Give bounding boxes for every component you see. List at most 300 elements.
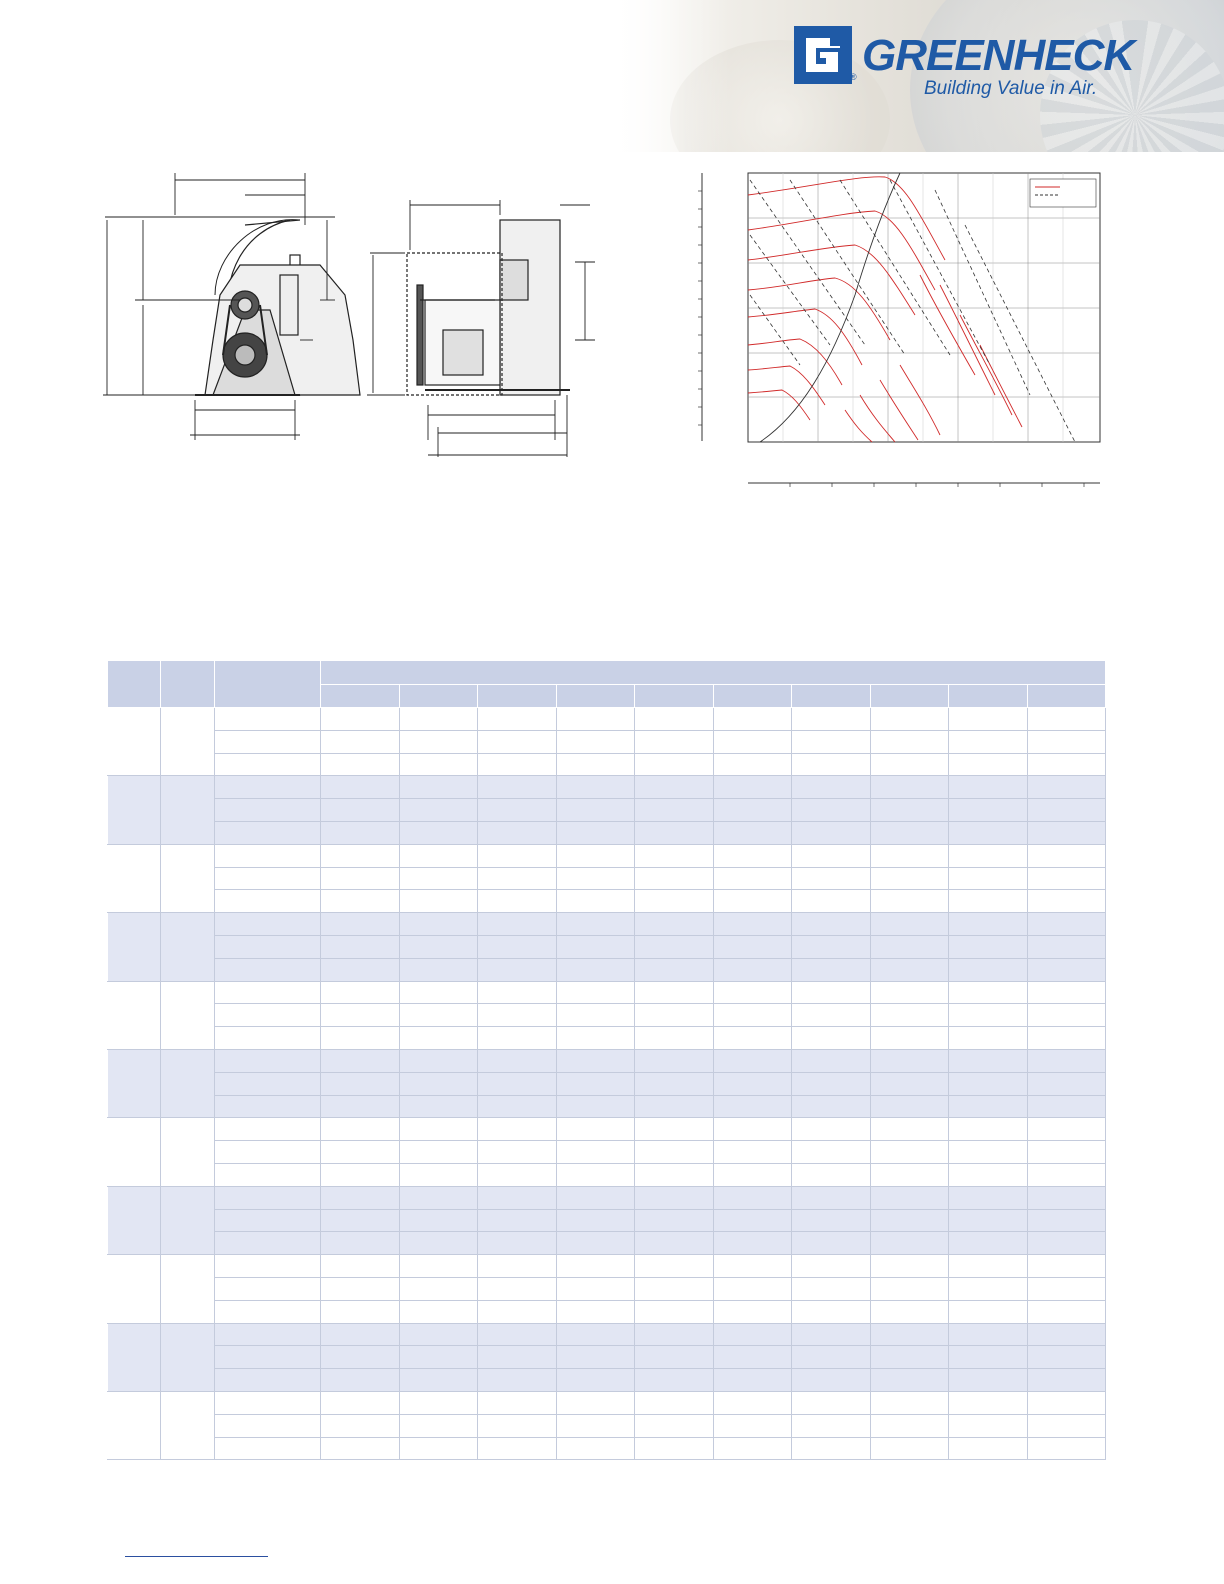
group-cell xyxy=(161,1323,215,1391)
table-cell xyxy=(714,1095,792,1118)
table-cell xyxy=(949,753,1028,776)
table-cell xyxy=(1028,1209,1106,1232)
table-cell xyxy=(321,1141,400,1164)
table-cell xyxy=(321,821,400,844)
table-cell xyxy=(871,1027,949,1050)
group-cell xyxy=(108,981,161,1049)
table-row xyxy=(108,913,1106,936)
table-cell xyxy=(321,708,400,731)
table-cell xyxy=(714,1186,792,1209)
table-cell xyxy=(400,708,478,731)
table-cell xyxy=(635,913,714,936)
table-cell xyxy=(949,1255,1028,1278)
table-row xyxy=(108,1027,1106,1050)
group-cell xyxy=(108,1186,161,1254)
group-cell xyxy=(161,1186,215,1254)
table-cell xyxy=(215,1186,321,1209)
group-cell xyxy=(108,1118,161,1186)
header-cell xyxy=(792,685,871,708)
table-cell xyxy=(321,753,400,776)
table-cell xyxy=(400,1346,478,1369)
table-cell xyxy=(478,1414,557,1437)
table-cell xyxy=(792,730,871,753)
table-cell xyxy=(400,1072,478,1095)
table-row xyxy=(108,1323,1106,1346)
table-cell xyxy=(949,776,1028,799)
table-cell xyxy=(871,1118,949,1141)
table-cell xyxy=(1028,753,1106,776)
table-cell xyxy=(321,1163,400,1186)
table-cell xyxy=(557,1369,635,1392)
table-cell xyxy=(478,1163,557,1186)
table-cell xyxy=(478,1369,557,1392)
table-cell xyxy=(714,1437,792,1460)
table-cell xyxy=(321,1300,400,1323)
table-cell xyxy=(557,913,635,936)
table-cell xyxy=(557,1437,635,1460)
table-cell xyxy=(635,1072,714,1095)
table-cell xyxy=(1028,1369,1106,1392)
table-cell xyxy=(635,708,714,731)
table-row xyxy=(108,1186,1106,1209)
table-row xyxy=(108,1255,1106,1278)
table-cell xyxy=(714,1118,792,1141)
table-cell xyxy=(792,890,871,913)
table-cell xyxy=(871,1414,949,1437)
table-cell xyxy=(635,890,714,913)
table-cell xyxy=(321,890,400,913)
table-cell xyxy=(792,1163,871,1186)
table-cell xyxy=(635,821,714,844)
table-cell xyxy=(215,1095,321,1118)
table-cell xyxy=(871,1163,949,1186)
table-cell xyxy=(871,1232,949,1255)
table-cell xyxy=(714,1027,792,1050)
table-cell xyxy=(400,1232,478,1255)
table-cell xyxy=(400,935,478,958)
table-cell xyxy=(557,1095,635,1118)
table-cell xyxy=(714,890,792,913)
table-cell xyxy=(792,1095,871,1118)
table-cell xyxy=(949,1414,1028,1437)
fan-performance-table xyxy=(107,660,1106,1460)
table-cell xyxy=(949,1186,1028,1209)
table-cell xyxy=(400,1300,478,1323)
table-cell xyxy=(321,1437,400,1460)
table-cell xyxy=(871,1095,949,1118)
table-cell xyxy=(557,753,635,776)
table-cell xyxy=(1028,844,1106,867)
table-cell xyxy=(635,1300,714,1323)
table-cell xyxy=(635,1163,714,1186)
table-cell xyxy=(871,1300,949,1323)
table-row xyxy=(108,730,1106,753)
table-cell xyxy=(792,1027,871,1050)
table-cell xyxy=(557,981,635,1004)
table-row xyxy=(108,844,1106,867)
table-cell xyxy=(1028,708,1106,731)
group-cell xyxy=(161,844,215,912)
table-cell xyxy=(478,1300,557,1323)
table-cell xyxy=(1028,776,1106,799)
table-cell xyxy=(714,708,792,731)
table-cell xyxy=(714,844,792,867)
table-cell xyxy=(478,1391,557,1414)
table-cell xyxy=(478,1141,557,1164)
table-cell xyxy=(714,913,792,936)
table-cell xyxy=(215,1391,321,1414)
table-cell xyxy=(792,1255,871,1278)
table-cell xyxy=(478,1072,557,1095)
table-cell xyxy=(557,1391,635,1414)
table-cell xyxy=(635,1323,714,1346)
table-cell xyxy=(635,799,714,822)
table-cell xyxy=(478,776,557,799)
table-cell xyxy=(478,1277,557,1300)
table-cell xyxy=(714,821,792,844)
table-cell xyxy=(714,799,792,822)
table-cell xyxy=(215,799,321,822)
table-cell xyxy=(1028,1163,1106,1186)
table-cell xyxy=(949,890,1028,913)
table-cell xyxy=(635,1186,714,1209)
table-cell xyxy=(400,776,478,799)
table-cell xyxy=(1028,1186,1106,1209)
table-cell xyxy=(557,1300,635,1323)
chart-frame xyxy=(698,173,1100,442)
table-row xyxy=(108,1300,1106,1323)
table-cell xyxy=(557,730,635,753)
group-cell xyxy=(161,913,215,981)
table-cell xyxy=(949,1141,1028,1164)
table-cell xyxy=(321,776,400,799)
greenheck-mark-icon xyxy=(792,24,854,86)
table-cell xyxy=(557,867,635,890)
table-cell xyxy=(792,753,871,776)
table-row xyxy=(108,1163,1106,1186)
table-cell xyxy=(714,1277,792,1300)
table-cell xyxy=(400,1277,478,1300)
table-cell xyxy=(321,1255,400,1278)
table-cell xyxy=(949,1209,1028,1232)
table-cell xyxy=(949,867,1028,890)
table-cell xyxy=(478,753,557,776)
table-cell xyxy=(1028,867,1106,890)
table-cell xyxy=(949,913,1028,936)
table-cell xyxy=(215,867,321,890)
table-cell xyxy=(714,776,792,799)
table-cell xyxy=(400,1255,478,1278)
table-cell xyxy=(557,821,635,844)
group-cell xyxy=(108,1391,161,1459)
table-cell xyxy=(635,1437,714,1460)
table-cell xyxy=(321,1072,400,1095)
group-cell xyxy=(161,1391,215,1459)
table-cell xyxy=(635,1095,714,1118)
table-cell xyxy=(635,867,714,890)
table-cell xyxy=(714,1004,792,1027)
table-row xyxy=(108,1209,1106,1232)
table-cell xyxy=(635,1027,714,1050)
table-cell xyxy=(1028,1232,1106,1255)
table-cell xyxy=(400,1391,478,1414)
group-cell xyxy=(108,708,161,776)
table-cell xyxy=(557,1049,635,1072)
table-cell xyxy=(478,799,557,822)
table-row xyxy=(108,1232,1106,1255)
header-cell xyxy=(215,661,321,708)
table-row xyxy=(108,958,1106,981)
table-cell xyxy=(215,730,321,753)
table-cell xyxy=(1028,799,1106,822)
table-cell xyxy=(400,890,478,913)
table-cell xyxy=(557,776,635,799)
table-cell xyxy=(635,1346,714,1369)
table-cell xyxy=(792,1186,871,1209)
table-cell xyxy=(792,821,871,844)
table-cell xyxy=(557,1346,635,1369)
table-cell xyxy=(714,935,792,958)
table-cell xyxy=(1028,958,1106,981)
table-cell xyxy=(792,1118,871,1141)
table-cell xyxy=(792,1004,871,1027)
table-cell xyxy=(871,1277,949,1300)
table-cell xyxy=(635,1049,714,1072)
table-cell xyxy=(635,1414,714,1437)
table-cell xyxy=(321,867,400,890)
table-cell xyxy=(478,844,557,867)
header-cell xyxy=(714,685,792,708)
table-row xyxy=(108,1391,1106,1414)
table-cell xyxy=(635,958,714,981)
table-cell xyxy=(635,1391,714,1414)
table-row xyxy=(108,1072,1106,1095)
table-row xyxy=(108,799,1106,822)
table-cell xyxy=(321,1414,400,1437)
table-cell xyxy=(1028,1027,1106,1050)
table-cell xyxy=(215,1072,321,1095)
table-cell xyxy=(871,1255,949,1278)
table-cell xyxy=(215,1414,321,1437)
table-row xyxy=(108,890,1106,913)
table-header-row xyxy=(108,661,1106,685)
table-cell xyxy=(949,935,1028,958)
table-cell xyxy=(478,1232,557,1255)
group-cell xyxy=(108,1049,161,1117)
table-cell xyxy=(949,958,1028,981)
table-cell xyxy=(714,1141,792,1164)
table-cell xyxy=(714,1209,792,1232)
table-cell xyxy=(792,1323,871,1346)
header-group-cell xyxy=(321,661,1106,685)
table-cell xyxy=(635,1369,714,1392)
table-cell xyxy=(215,821,321,844)
table-cell xyxy=(478,708,557,731)
table-cell xyxy=(557,799,635,822)
table-cell xyxy=(215,1323,321,1346)
table-cell xyxy=(557,1141,635,1164)
header-cell xyxy=(1028,685,1106,708)
table-cell xyxy=(1028,1072,1106,1095)
table-cell xyxy=(792,1232,871,1255)
table-cell xyxy=(949,821,1028,844)
table-cell xyxy=(1028,1049,1106,1072)
table-cell xyxy=(400,1118,478,1141)
table-cell xyxy=(714,1369,792,1392)
table-cell xyxy=(400,867,478,890)
header-cell xyxy=(161,661,215,708)
table-cell xyxy=(714,1072,792,1095)
table-cell xyxy=(792,708,871,731)
group-cell xyxy=(161,708,215,776)
table-cell xyxy=(321,1186,400,1209)
table-cell xyxy=(400,981,478,1004)
header-cell xyxy=(321,685,400,708)
table-cell xyxy=(215,958,321,981)
table-cell xyxy=(635,935,714,958)
table-cell xyxy=(321,1095,400,1118)
registered-mark: ® xyxy=(850,72,857,82)
header-cell xyxy=(635,685,714,708)
table-cell xyxy=(949,708,1028,731)
table-cell xyxy=(792,776,871,799)
table-cell xyxy=(714,1391,792,1414)
table-cell xyxy=(1028,1323,1106,1346)
table-cell xyxy=(792,958,871,981)
table-body xyxy=(108,708,1106,1460)
table-cell xyxy=(215,1163,321,1186)
table-cell xyxy=(714,958,792,981)
group-cell xyxy=(161,1255,215,1323)
table-cell xyxy=(478,1095,557,1118)
table-cell xyxy=(949,1391,1028,1414)
table-cell xyxy=(871,844,949,867)
table-cell xyxy=(321,1209,400,1232)
table-cell xyxy=(635,753,714,776)
table-cell xyxy=(478,913,557,936)
table-cell xyxy=(400,1323,478,1346)
table-cell xyxy=(714,1346,792,1369)
header-cell xyxy=(108,661,161,708)
table-cell xyxy=(949,799,1028,822)
table-cell xyxy=(321,958,400,981)
table-cell xyxy=(792,1072,871,1095)
table-cell xyxy=(792,867,871,890)
table-cell xyxy=(400,1141,478,1164)
table-cell xyxy=(215,1369,321,1392)
table-cell xyxy=(871,708,949,731)
table-cell xyxy=(949,981,1028,1004)
table-cell xyxy=(792,1049,871,1072)
table-cell xyxy=(321,844,400,867)
table-cell xyxy=(400,1027,478,1050)
table-cell xyxy=(1028,890,1106,913)
table-cell xyxy=(478,1255,557,1278)
header-cell xyxy=(871,685,949,708)
table-cell xyxy=(871,1369,949,1392)
table-cell xyxy=(400,821,478,844)
table-cell xyxy=(321,799,400,822)
table-cell xyxy=(215,1346,321,1369)
table-cell xyxy=(321,913,400,936)
table-cell xyxy=(1028,981,1106,1004)
side-view xyxy=(407,220,570,395)
group-cell xyxy=(108,776,161,844)
table-cell xyxy=(478,1437,557,1460)
table-cell xyxy=(792,1346,871,1369)
table-cell xyxy=(557,1277,635,1300)
table-row xyxy=(108,1141,1106,1164)
table-cell xyxy=(871,1209,949,1232)
table-cell xyxy=(215,1141,321,1164)
table-cell xyxy=(478,1346,557,1369)
greenheck-logo xyxy=(792,24,1135,104)
table-cell xyxy=(714,1323,792,1346)
table-cell xyxy=(557,1186,635,1209)
table-cell xyxy=(478,981,557,1004)
table-cell xyxy=(792,799,871,822)
table-cell xyxy=(215,1300,321,1323)
table-cell xyxy=(321,1004,400,1027)
table-cell xyxy=(321,1118,400,1141)
table-cell xyxy=(635,730,714,753)
table-cell xyxy=(871,821,949,844)
table-cell xyxy=(321,1391,400,1414)
table-cell xyxy=(635,981,714,1004)
table-cell xyxy=(400,1163,478,1186)
table-cell xyxy=(871,730,949,753)
table-cell xyxy=(215,935,321,958)
table-cell xyxy=(400,1414,478,1437)
table-cell xyxy=(400,730,478,753)
table-cell xyxy=(792,1391,871,1414)
table-cell xyxy=(792,1141,871,1164)
table-cell xyxy=(949,730,1028,753)
table-cell xyxy=(478,958,557,981)
table-cell xyxy=(871,867,949,890)
table-cell xyxy=(400,1209,478,1232)
table-row xyxy=(108,1095,1106,1118)
table-cell xyxy=(1028,935,1106,958)
table-cell xyxy=(400,753,478,776)
table-cell xyxy=(949,1095,1028,1118)
table-cell xyxy=(871,1049,949,1072)
table-cell xyxy=(949,1369,1028,1392)
table-cell xyxy=(478,867,557,890)
table-cell xyxy=(635,1277,714,1300)
table-row xyxy=(108,1049,1106,1072)
table-row xyxy=(108,1437,1106,1460)
table-cell xyxy=(557,1118,635,1141)
table-row xyxy=(108,867,1106,890)
table-cell xyxy=(871,913,949,936)
table-cell xyxy=(714,1232,792,1255)
table-cell xyxy=(478,890,557,913)
table-cell xyxy=(871,1004,949,1027)
table-cell xyxy=(557,1255,635,1278)
table-cell xyxy=(949,1437,1028,1460)
table-cell xyxy=(714,1049,792,1072)
table-cell xyxy=(949,1300,1028,1323)
table-cell xyxy=(949,1277,1028,1300)
table-cell xyxy=(1028,1141,1106,1164)
table-cell xyxy=(635,1141,714,1164)
table-cell xyxy=(1028,1095,1106,1118)
table-cell xyxy=(557,844,635,867)
table-cell xyxy=(792,1437,871,1460)
group-cell xyxy=(161,776,215,844)
table-cell xyxy=(478,1004,557,1027)
